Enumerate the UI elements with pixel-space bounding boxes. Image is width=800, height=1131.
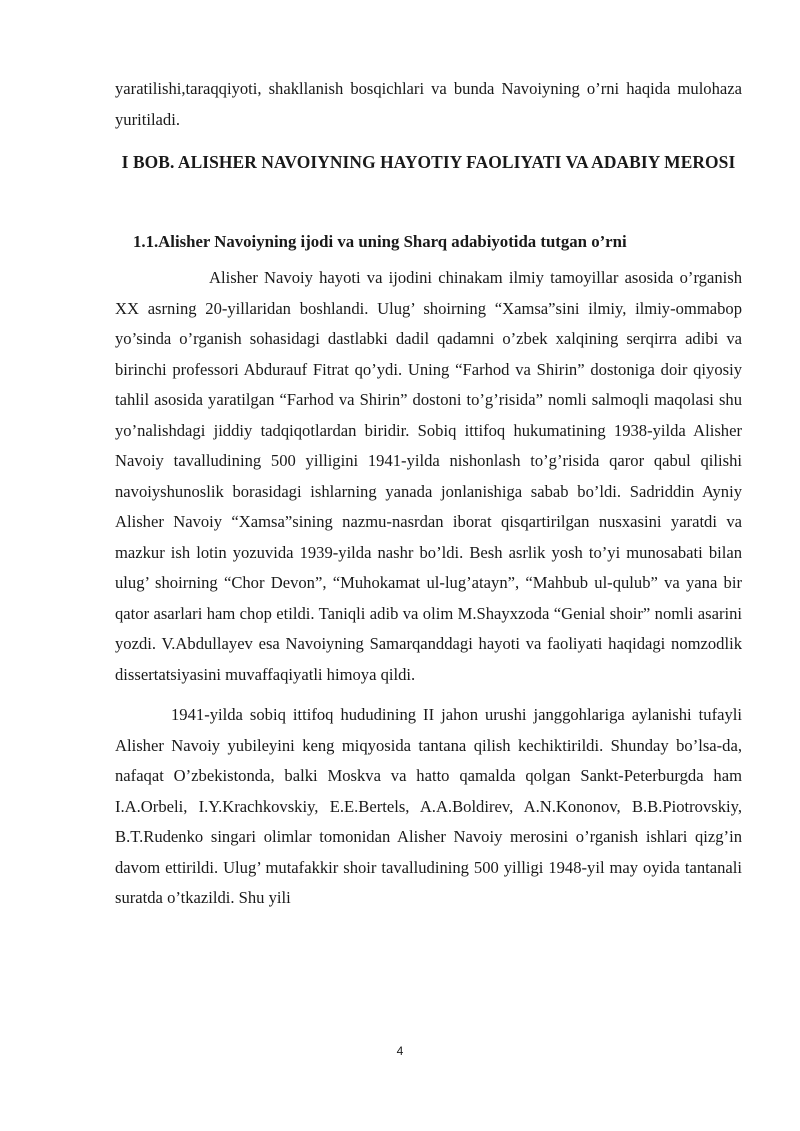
chapter-title: I BOB. ALISHER NAVOIYNING HAYOTIY FAOLIYATI VA ADABIY MEROSI [121, 152, 736, 172]
page-number: 4 [396, 1044, 404, 1058]
continuation-paragraph: yaratilishi,taraqqiyoti, shakllanish bosqichlari va bunda Navoiyning o’rni haqida mulohaza yuritiladi. [115, 79, 742, 129]
page-content [115, 74, 742, 914]
body-paragraph: Alisher Navoiy hayoti va ijodini chinakam ilmiy tamoyillar asosida o’rganish XX asrning 20-yillaridan boshlandi. Ulug’ shoirning “Xamsa”sini ilmiy, ilmiy-ommabop yo’sinda o’rganish sohasidagi dastlabki dadil qadamni o’zbek xalqining serqirra adibi va birinchi professori Abdurauf Fitrat qo’ydi. Uning “Farhod va Shirin” dostoniga doir qiyosiy tahlil asosida yaratilgan “Farhod va Shirin” dostoni to’g’risida” nomli salmoqli maqolasi shu yo’nalishdagi jiddiy tadqiqotlardan biridir. Sobiq ittifoq hukumatining 1938-yilda Alisher Navoiy tavalludining 500 yilligini 1941-yilda nishonlash to’g’risida qaror qabul qilishi navoiyshunoslik borasidagi ishlarning yanada jonlanishiga sabab bo’ldi. Sadriddin Ayniy Alisher Navoiy “Xamsa”sining nazmu-nasrdan iborat qisqartirilgan nusxasini yaratdi va mazkur ish lotin yozuvida 1939-yilda nashr bo’ldi. Besh asrlik yosh to’yi munosabati bilan ulug’ shoirning “Chor Devon”, “Muhokamat ul-lug’atayn”, “Mahbub ul-qulub” va yana bir qator asarlari ham chop etildi. Taniqli adib va olim M.Shayxzoda “Genial shoir” nomli asarini yozdi. V.Abdullayev esa Navoiyning Samarqanddagi hayoti va faoliyati haqidagi nomzodlik dissertatsiyasini muvaffaqiyatli himoya qildi. [115, 268, 742, 684]
body-paragraph: 1941-yilda sobiq ittifoq hududining II jahon urushi janggohlariga aylanishi tufayli Alisher Navoiy yubileyini keng miqyosida tantana qilish kechiktirildi. Shunday bo’lsa-da, nafaqat O’zbekistonda, balki Moskva va hatto qamalda qolgan Sankt-Peterburgda ham I.A.Orbeli, I.Y.Krachkovskiy, E.E.Bertels, A.A.Boldirev, A.N.Kononov, B.B.Piotrovskiy, B.T.Rudenko singari olimlar tomonidan Alisher Navoiy merosini o’rganish ishlari qizg’in davom ettirildi. Ulug’ mutafakkir shoir tavalludining 500 yilligi 1948-yil may oyida tantanali suratda o’tkazildi. Shu yili [115, 705, 742, 907]
section-title: 1.1.Alisher Navoiyning ijodi va uning Sharq adabiyotida tutgan o’rni [133, 232, 627, 251]
